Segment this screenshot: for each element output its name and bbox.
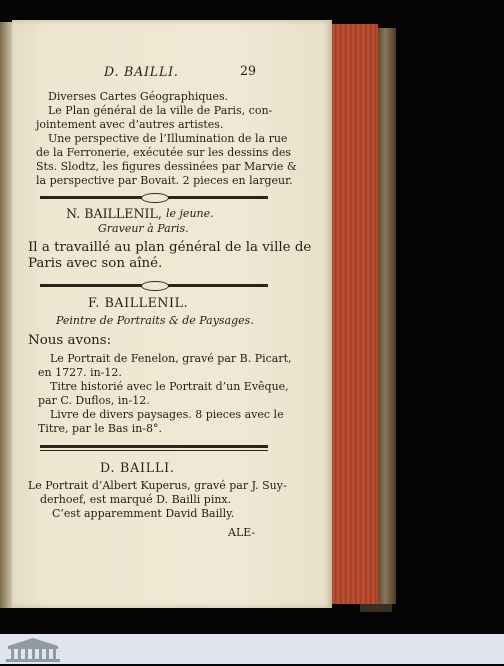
artist-epithet: le jeune.	[166, 207, 214, 220]
text-line: en 1727. in-12.	[38, 366, 122, 379]
text-line: Le Portrait de Fenelon, gravé par B. Picart,	[50, 352, 292, 365]
book-cover-bottom	[360, 604, 392, 612]
text-line: la perspective par Bovait. 2 pieces en largeur.	[36, 174, 293, 187]
text-line: Le Portrait d’Albert Kuperus, gravé par J. Suy-	[28, 479, 287, 492]
text-line: C’est apparemment David Bailly.	[52, 507, 235, 520]
page-number: 29	[240, 63, 257, 78]
library-building-logo-icon[interactable]	[4, 636, 62, 662]
book-page	[12, 20, 332, 608]
text-line: Titre historié avec le Portrait d’un Evêque,	[50, 380, 289, 393]
running-title: D. BAILLI.	[104, 64, 179, 79]
text-line: derhoef, est marqué D. Bailli pinx.	[40, 493, 232, 506]
artist-role: Graveur à Paris.	[98, 222, 189, 235]
text-line: Diverses Cartes Géographiques.	[48, 90, 229, 103]
divider-ornament	[141, 193, 169, 203]
text-line: Une perspective de l’Illumination de la rue	[48, 132, 288, 145]
text-line: Le Plan général de la ville de Paris, con-	[48, 104, 273, 117]
catchword: ALE-	[228, 526, 256, 539]
text-line: jointement avec d’autres artistes.	[36, 118, 224, 131]
text-line: Sts. Slodtz, les figures dessinées par Marvie &	[36, 160, 297, 173]
text-line: Livre de divers paysages. 8 pieces avec le	[50, 408, 284, 421]
text-line: par C. Duflos, in-12.	[38, 394, 150, 407]
facing-page-edge	[0, 22, 12, 608]
text-line: Paris avec son aîné.	[28, 256, 163, 271]
text-line: Titre, par le Bas in-8°.	[38, 422, 163, 435]
artist-name: F. BAILLENIL.	[88, 295, 189, 310]
artist-name: D. BAILLI.	[100, 460, 175, 475]
artist-role: Peintre de Portraits & de Paysages.	[56, 314, 254, 327]
text-line: de la Ferronerie, exécutée sur les dessins des	[36, 146, 292, 159]
section-divider-thin	[40, 450, 268, 451]
book-cover	[378, 28, 396, 604]
intro-text: Nous avons:	[28, 333, 112, 348]
text-line: Il a travaillé au plan général de la ville de	[28, 240, 312, 255]
book-page-edges	[332, 24, 378, 604]
artist-name: N. BAILLENIL,	[66, 206, 162, 221]
section-divider	[40, 445, 268, 448]
divider-ornament	[141, 281, 169, 291]
viewer-footer-bar	[0, 634, 504, 664]
